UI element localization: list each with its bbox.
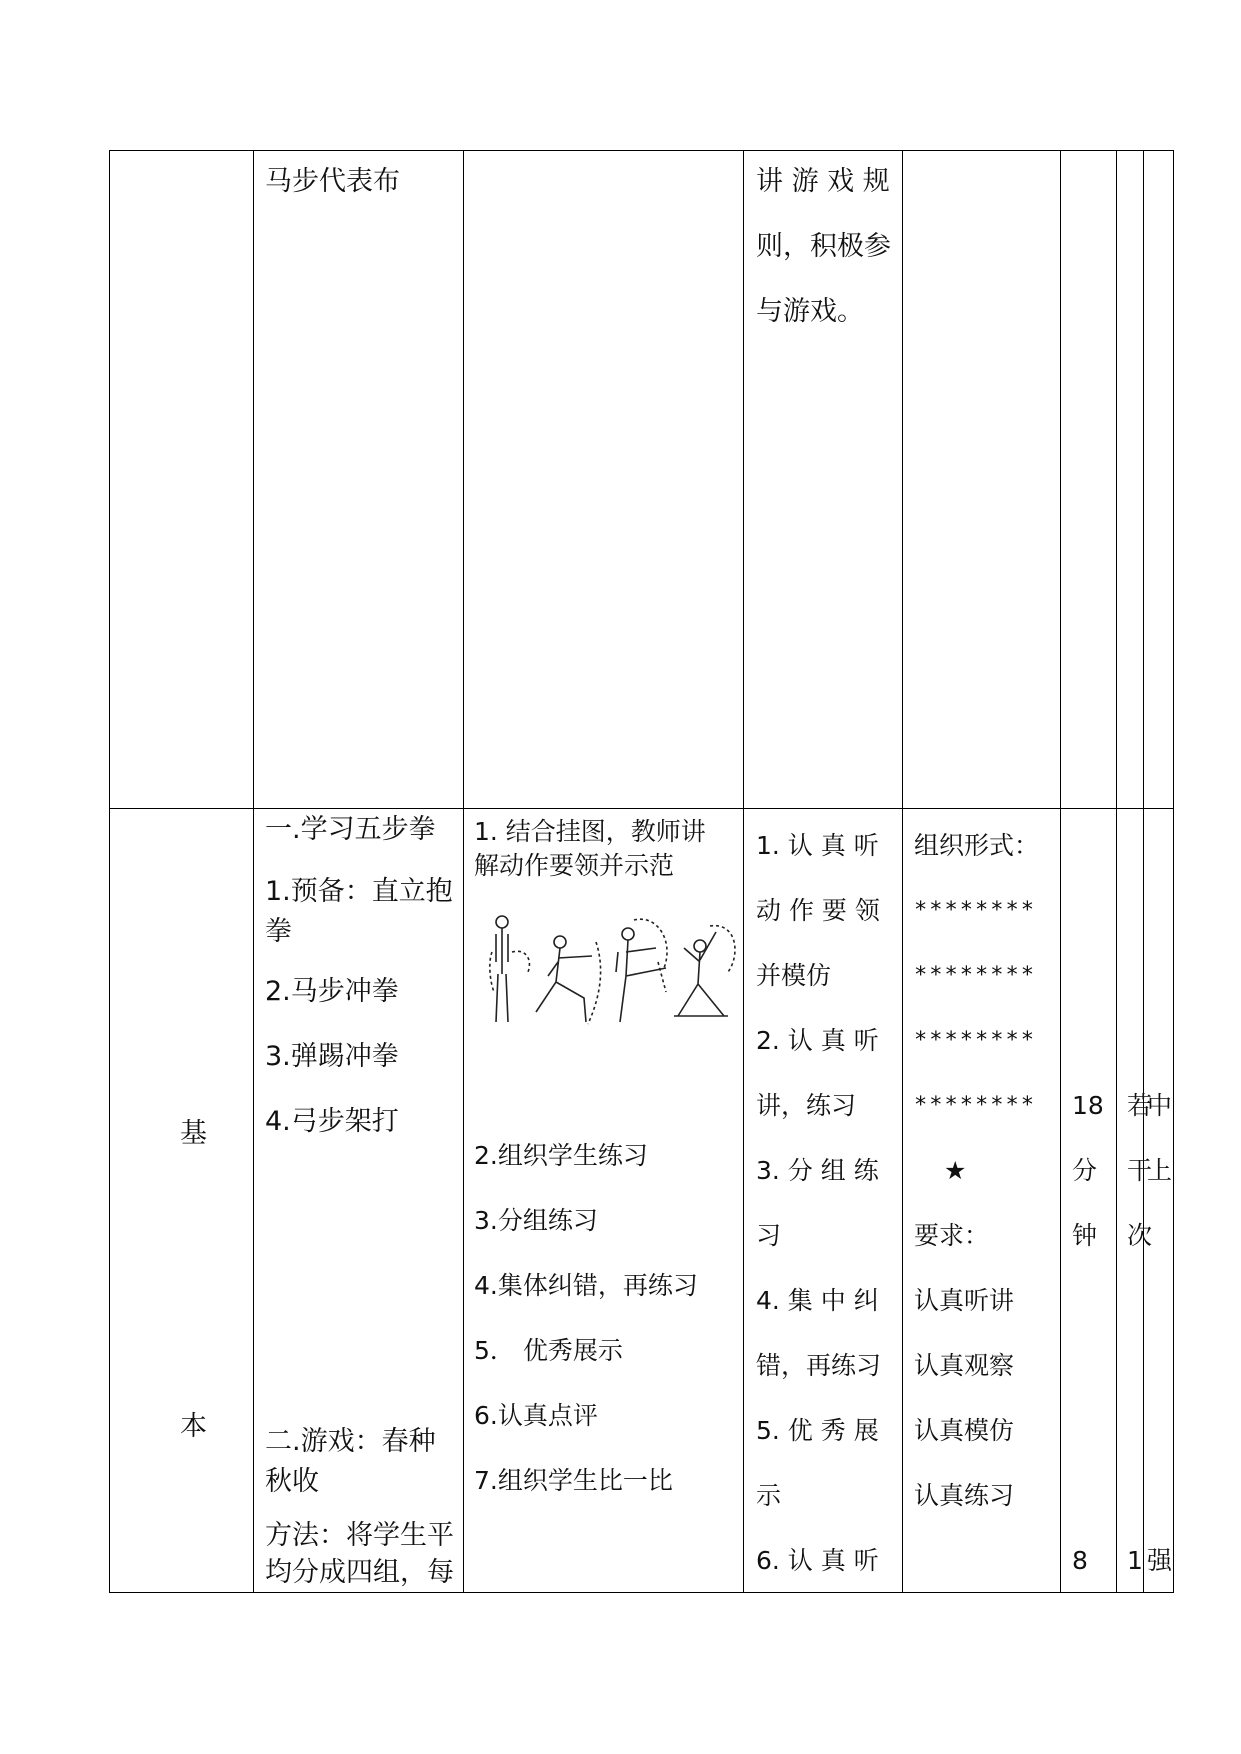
time-unit-char: 分 (1072, 1156, 1098, 1185)
times-char: 若 (1127, 1091, 1153, 1120)
table-top-border (109, 150, 1173, 151)
content-item: 2.马步冲拳 (265, 976, 399, 1007)
row1-student-line: 与游戏。 (756, 296, 864, 327)
formation-stars-row: ******** (914, 1093, 1036, 1118)
content-item: 1.预备：直立抱 (265, 876, 453, 907)
row-divider (109, 808, 1173, 809)
row1-content: 马步代表布 (265, 166, 400, 197)
time-value: 18 (1072, 1091, 1104, 1120)
content-item: 拳 (265, 916, 292, 947)
requirement-label: 要求： (914, 1221, 990, 1250)
student-line: 示 (756, 1481, 782, 1510)
col-border-8 (1173, 150, 1174, 1593)
time-unit-char: 钟 (1072, 1221, 1098, 1250)
student-line: 5. 优 秀 展 (756, 1416, 879, 1445)
student-line: 2. 认 真 听 (756, 1026, 879, 1055)
col-border-6 (1116, 150, 1117, 1593)
teacher-position-star-icon: ★ (944, 1156, 967, 1185)
col-border-7 (1143, 150, 1144, 1593)
formation-stars-row: ******** (914, 963, 1036, 988)
teacher-item: 1. 结合挂图，教师讲 (474, 817, 706, 846)
student-line: 6. 认 真 听 (756, 1546, 879, 1575)
student-line: 1. 认 真 听 (756, 831, 879, 860)
content-item: 3.弹踢冲拳 (265, 1041, 399, 1072)
formation-stars-row: ******** (914, 898, 1036, 923)
table-bottom-border (109, 1592, 1173, 1593)
times-char: 次 (1127, 1221, 1153, 1250)
student-line: 3. 分 组 练 (756, 1156, 879, 1185)
formation-stars-row: ******** (914, 1028, 1036, 1053)
student-line: 并模仿 (756, 961, 832, 990)
student-line: 错，再练习 (756, 1351, 882, 1380)
row1-student-line: 则，积极参 (756, 231, 891, 262)
content-item: 4.弓步架打 (265, 1106, 399, 1137)
col-border-5 (1060, 150, 1061, 1593)
student-line: 讲，练习 (756, 1091, 857, 1120)
teacher-item: 5． 优秀展示 (474, 1336, 623, 1365)
requirement-item: 认真练习 (914, 1481, 1015, 1510)
wushu-posture-illustration (488, 912, 738, 1032)
col-border-4 (902, 150, 903, 1593)
times-char: 干 (1127, 1156, 1153, 1185)
time-value: 8 (1072, 1546, 1088, 1575)
col-border-1 (253, 150, 254, 1593)
times-char: 1 (1127, 1546, 1143, 1575)
teacher-item: 4.集体纠错，再练习 (474, 1271, 698, 1300)
intensity-char: 中 (1147, 1091, 1173, 1120)
stage-char: 本 (180, 1411, 207, 1442)
organization-label: 组织形式： (914, 831, 1040, 860)
requirement-item: 认真模仿 (914, 1416, 1015, 1445)
intensity-char: 上 (1147, 1156, 1173, 1185)
intensity-column (1145, 808, 1172, 1592)
game-method: 方法：将学生平 (265, 1520, 454, 1551)
col-border-3 (743, 150, 744, 1593)
student-line: 习 (756, 1221, 782, 1250)
student-line: 4. 集 中 纠 (756, 1286, 879, 1315)
teacher-item: 6.认真点评 (474, 1401, 598, 1430)
col-border-0 (109, 150, 110, 1593)
student-line: 动 作 要 领 (756, 896, 880, 925)
content-heading: 一.学习五步拳 (265, 814, 436, 845)
teacher-item: 7.组织学生比一比 (474, 1466, 673, 1495)
game-title: 秋收 (265, 1466, 319, 1497)
col-border-2 (463, 150, 464, 1593)
teacher-item: 2.组织学生练习 (474, 1141, 648, 1170)
requirement-item: 认真观察 (914, 1351, 1015, 1380)
teacher-item: 解动作要领并示范 (474, 851, 675, 880)
game-title: 二.游戏：春种 (265, 1426, 436, 1457)
game-method: 均分成四组，每 (265, 1557, 454, 1588)
requirement-item: 认真听讲 (914, 1286, 1015, 1315)
teacher-item: 3.分组练习 (474, 1206, 598, 1235)
row1-student-line: 讲 游 戏 规 (756, 166, 890, 197)
intensity-char: 强 (1147, 1546, 1173, 1575)
times-column (1119, 808, 1153, 1592)
stage-char: 基 (180, 1118, 207, 1149)
